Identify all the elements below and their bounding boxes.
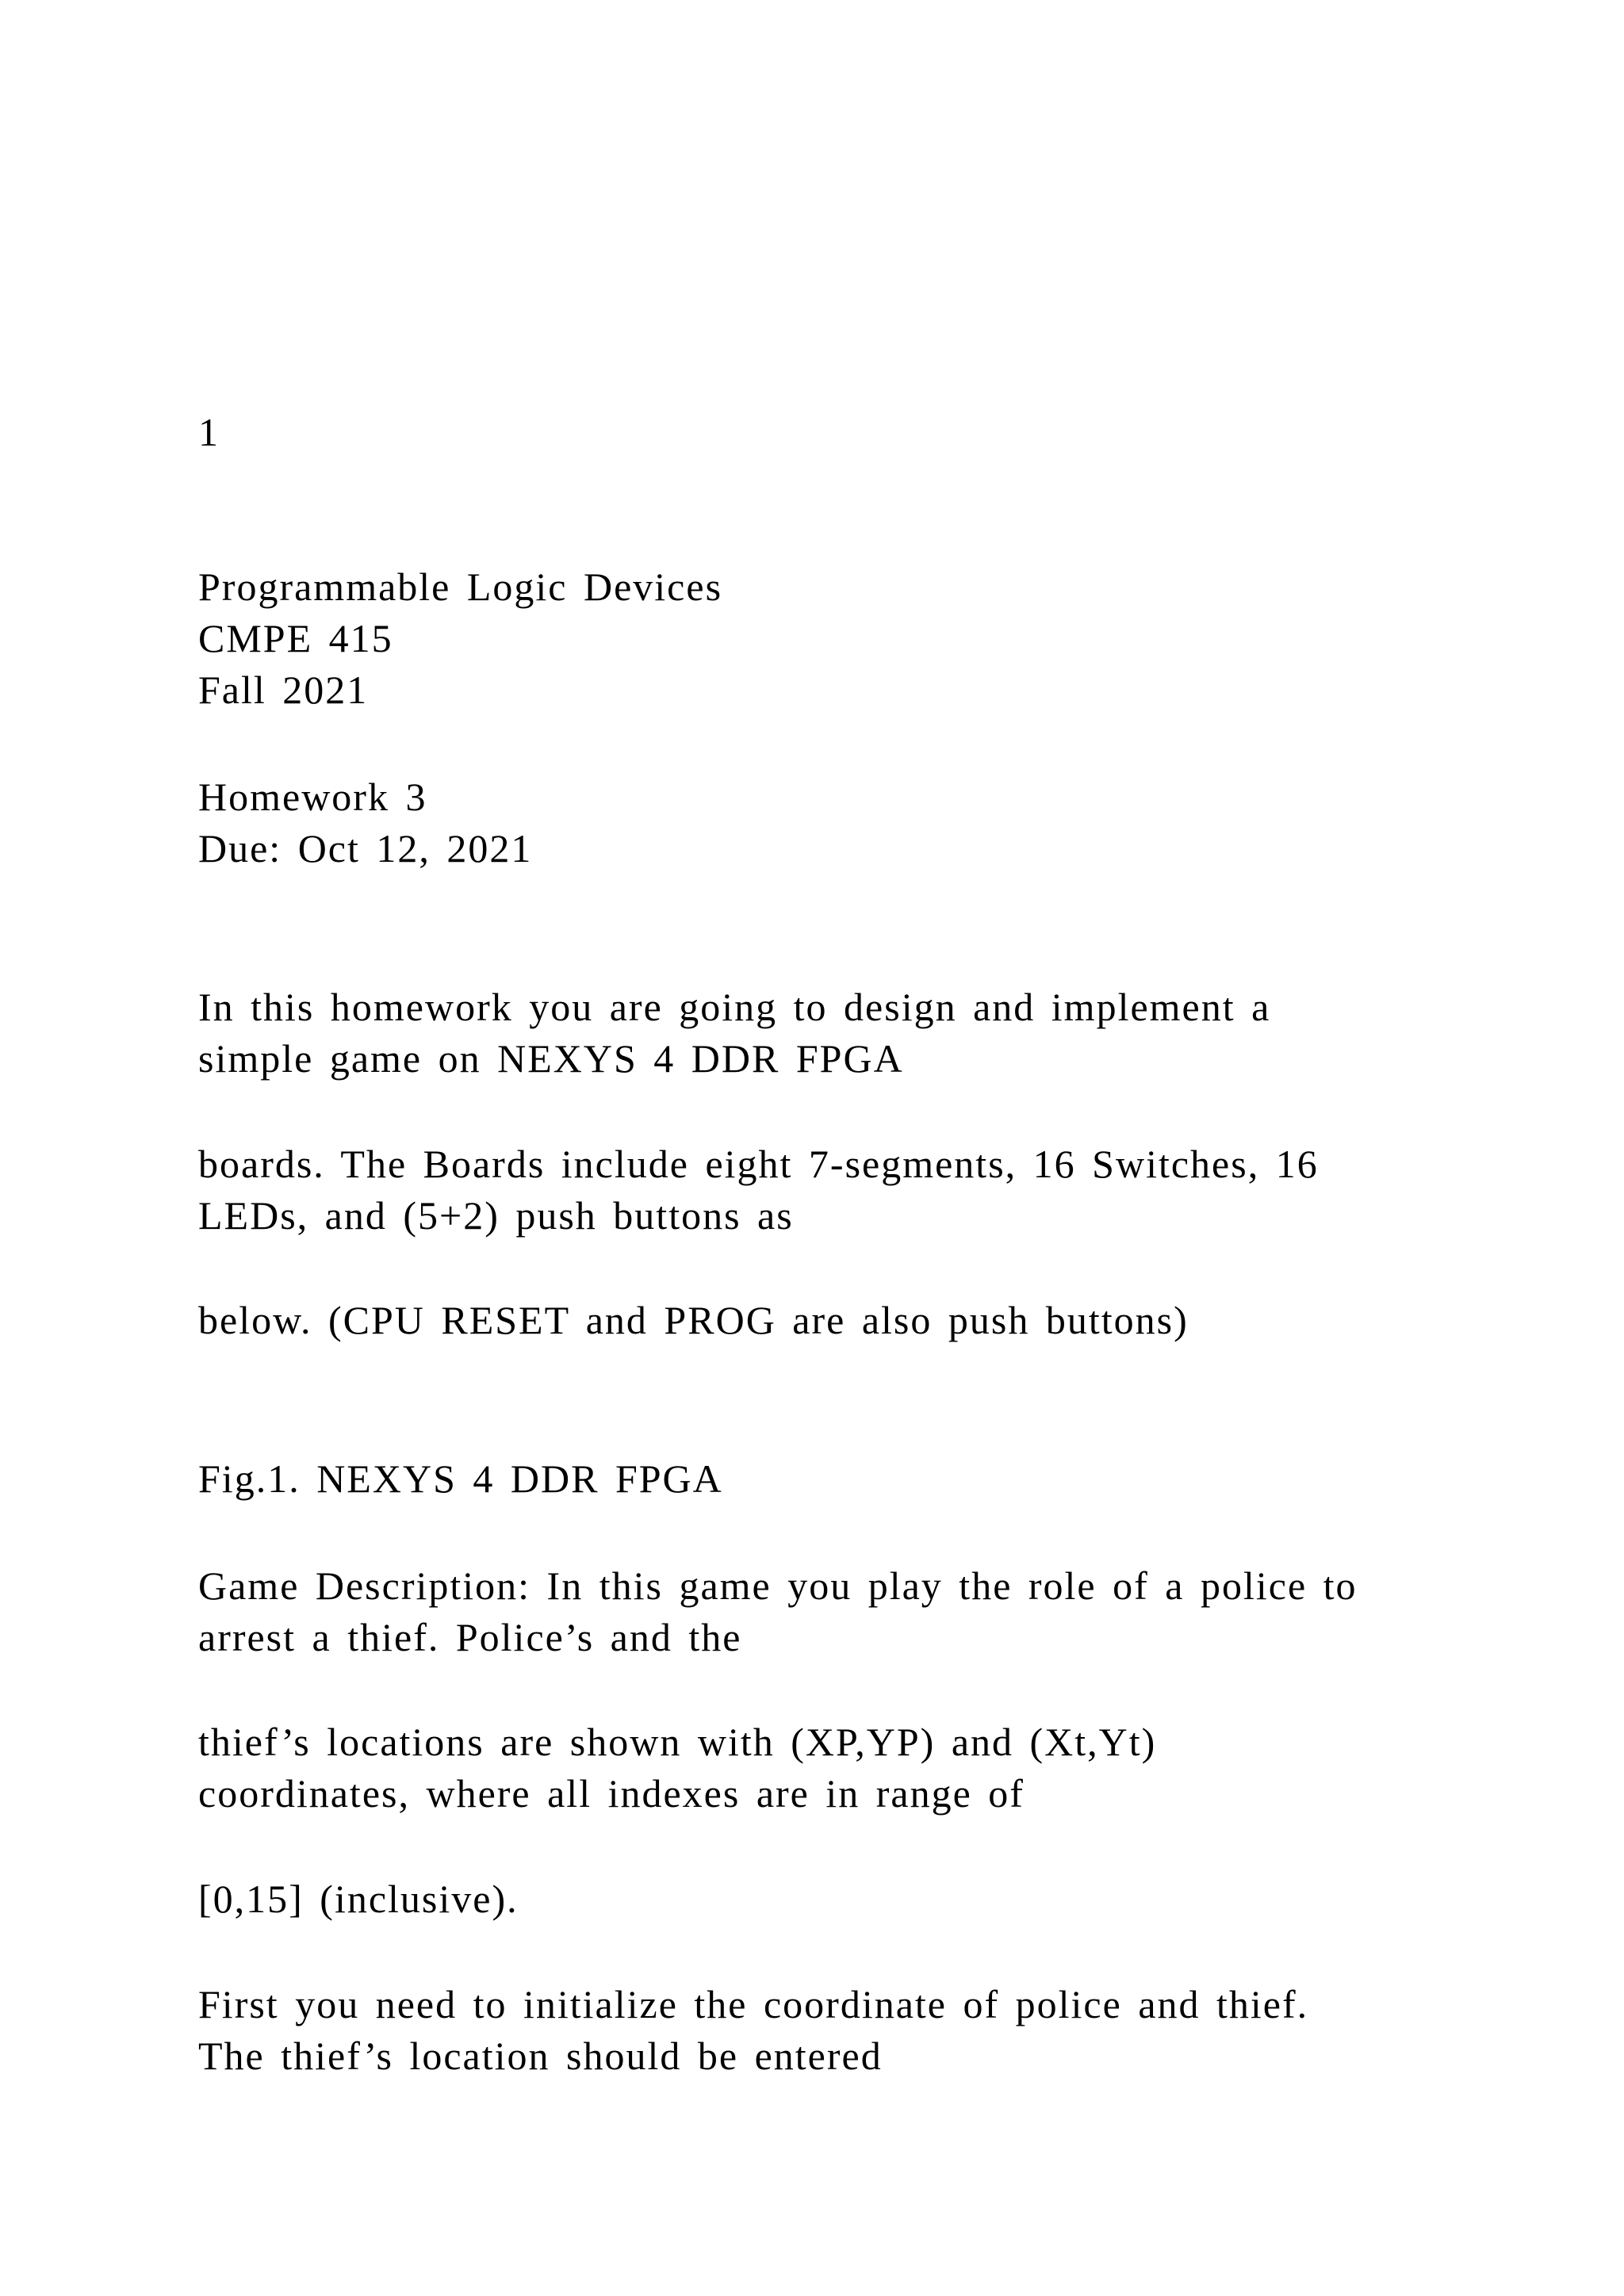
- course-term: Fall 2021: [198, 668, 369, 712]
- initialization-line-1: First you need to initialize the coordinate of police and thief.: [198, 1982, 1309, 2026]
- game-description-line-2: arrest a thief. Police’s and the: [198, 1615, 742, 1659]
- page-number: 1: [198, 410, 220, 454]
- figure-caption: Fig.1. NEXYS 4 DDR FPGA: [198, 1456, 723, 1501]
- game-description-line-1: Game Description: In this game you play the role of a police to: [198, 1563, 1358, 1608]
- assignment-due-date: Due: Oct 12, 2021: [198, 826, 533, 871]
- intro-line-5: below. (CPU RESET and PROG are also push buttons): [198, 1298, 1189, 1342]
- initialization-line-2: The thief’s location should be entered: [198, 2034, 883, 2078]
- assignment-title: Homework 3: [198, 775, 427, 819]
- intro-line-2: simple game on NEXYS 4 DDR FPGA: [198, 1036, 904, 1081]
- coordinate-range: [0,15] (inclusive).: [198, 1877, 519, 1921]
- course-name: Programmable Logic Devices: [198, 564, 723, 609]
- intro-line-4: LEDs, and (5+2) push buttons as: [198, 1193, 794, 1238]
- intro-line-3: boards. The Boards include eight 7-segments, 16 Switches, 16: [198, 1142, 1319, 1186]
- game-description-line-4: coordinates, where all indexes are in range of: [198, 1771, 1025, 1816]
- course-code: CMPE 415: [198, 616, 393, 660]
- game-description-line-3: thief’s locations are shown with (XP,YP) and (Xt,Yt): [198, 1720, 1157, 1764]
- intro-line-1: In this homework you are going to design and implement a: [198, 985, 1271, 1029]
